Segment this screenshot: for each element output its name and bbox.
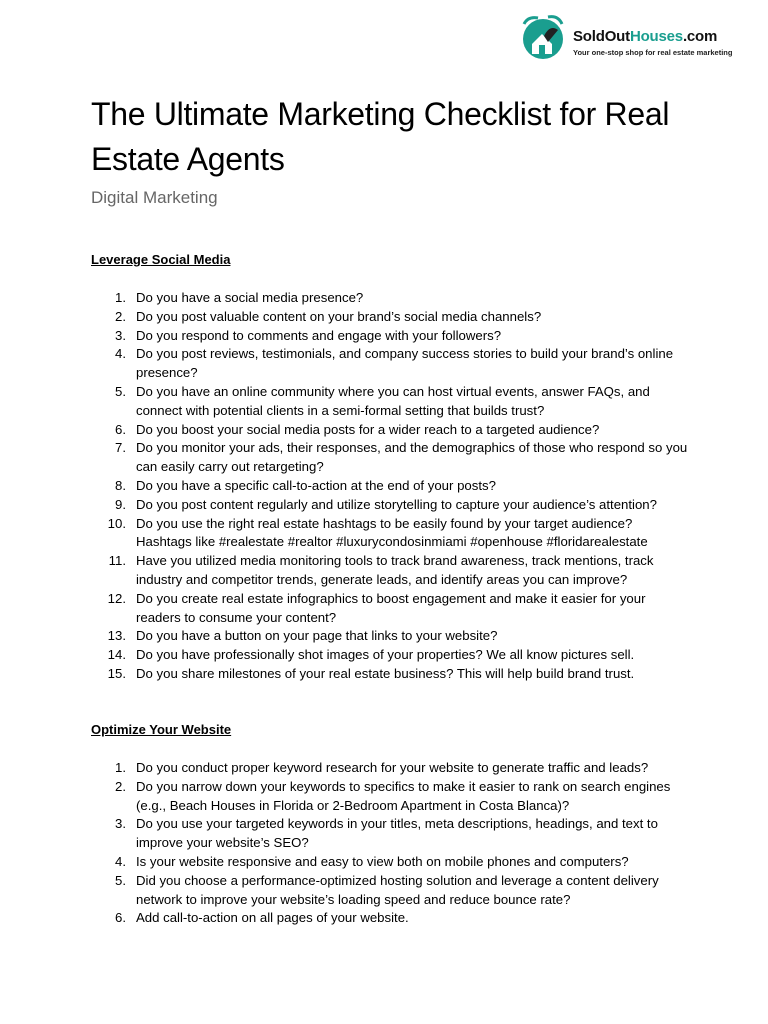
document-subtitle: Digital Marketing xyxy=(91,188,218,207)
list-item: 3. Do you use your targeted keywords in your titles, meta descriptions, headings, and text to improve your website’s SEO? xyxy=(115,816,658,851)
brand-name: SoldOutHouses.com xyxy=(573,28,718,45)
list-item: 6. Do you boost your social media posts for a wider reach to a targeted audience? xyxy=(115,421,600,437)
checklist-social-media xyxy=(91,289,691,684)
list-item: 8. Do you have a specific call-to-action at the end of your posts? xyxy=(115,477,496,493)
list-item: 2. Do you post valuable content on your brand’s social media channels? xyxy=(115,308,542,324)
list-item: 1. Do you conduct proper keyword research for your website to generate traffic and leads? xyxy=(115,760,649,775)
list-item: 15. Do you share milestones of your real estate business? This will help build brand trust. xyxy=(107,665,635,681)
brand-logo xyxy=(518,14,754,60)
list-item: 13. Do you have a button on your page that links to your website? xyxy=(107,628,498,644)
house-logo-icon xyxy=(518,14,566,60)
checklist-website xyxy=(91,759,691,928)
list-item: 5. Did you choose a performance-optimized hosting solution and leverage a content delivery network to improve your website’s loading speed and reduce bounce rate? xyxy=(115,872,659,907)
list-item: 11. Have you utilized media monitoring tools to track brand awareness, track mentions, track industry and competitor trends, generate leads, and identify areas you can improve? xyxy=(108,553,654,587)
list-item: 3. Do you respond to comments and engage with your followers? xyxy=(115,327,502,343)
list-item: 5. Do you have an online community where you can host virtual events, answer FAQs, and connect with potential clients in a semi-formal setting that builds trust? xyxy=(115,383,650,418)
list-item: 9. Do you post content regularly and utilize storytelling to capture your audience’s attention? xyxy=(115,496,657,512)
document-title: The Ultimate Marketing Checklist for Real Estate Agents xyxy=(91,96,670,177)
list-item: 14. Do you have professionally shot images of your properties? We all know pictures sell. xyxy=(107,647,635,663)
list-item: 10. Do you use the right real estate hashtags to be easily found by your target audience? Hashtags like #realestate #realtor #luxurycondosinmiami #openhouse #floridarealestate xyxy=(107,515,648,550)
list-item: 12. Do you create real estate infographics to boost engagement and make it easier for your readers to consume your content? xyxy=(107,590,646,625)
list-item: 1. Do you have a social media presence? xyxy=(115,290,364,305)
list-item: 4. Do you post reviews, testimonials, and company success stories to build your brand’s online presence? xyxy=(115,346,674,381)
list-item: 4. Is your website responsive and easy to view both on mobile phones and computers? xyxy=(115,853,629,869)
list-item: 6. Add call-to-action on all pages of your website. xyxy=(115,910,409,926)
list-item: 2. Do you narrow down your keywords to specifics to make it easier to rank on search engines (e.g., Beach Houses in Florida or 2-Bedroom Apartment in Costa Blanca)? xyxy=(115,778,671,813)
section-heading-social-media: Leverage Social Media xyxy=(91,252,231,267)
brand-tagline: Your one-stop shop for real estate marketing xyxy=(573,48,733,57)
list-item: 7. Do you monitor your ads, their responses, and the demographics of those who respond so you can easily carry out retargeting? xyxy=(115,440,688,475)
section-heading-website: Optimize Your Website xyxy=(91,722,232,737)
